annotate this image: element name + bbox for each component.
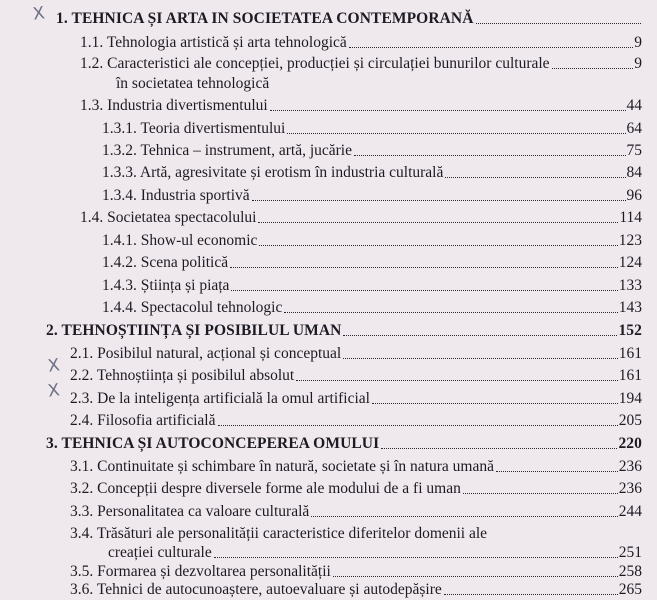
toc-page-number: 205: [618, 412, 642, 429]
toc-entry[interactable]: [70, 524, 642, 543]
toc-label: 1.4.4. Spectacolul tehnologic: [102, 299, 283, 316]
toc-entry[interactable]: [102, 163, 642, 182]
toc-page-number: 64: [626, 120, 642, 137]
toc-page-number: 194: [618, 390, 642, 407]
dot-leader: [270, 109, 626, 111]
dot-leader: [218, 424, 618, 426]
toc-label: 1.3.4. Industria sportivă: [102, 187, 250, 204]
dot-leader: [343, 334, 617, 336]
toc-entry[interactable]: [102, 298, 642, 317]
toc-entry[interactable]: [102, 119, 642, 138]
toc-label-continuation: creației culturale: [108, 544, 212, 561]
toc-label: 1.4.3. Știința și piața: [102, 277, 230, 294]
toc-chapter[interactable]: [56, 9, 642, 28]
dot-leader: [311, 515, 617, 517]
dot-leader: [296, 379, 618, 381]
dot-leader: [372, 402, 618, 404]
toc-label: 2.2. Tehnoștiința și posibilul absolut: [70, 367, 295, 384]
dot-leader: [444, 593, 618, 595]
toc-entry[interactable]: [70, 366, 642, 385]
toc-label-continuation: în societatea tehnologică: [116, 75, 270, 92]
dot-leader: [463, 492, 618, 494]
toc-page-number: 133: [618, 277, 642, 294]
toc-label: 3.4. Trăsături ale personalității caracteristice diferitelor domenii ale: [70, 525, 488, 542]
toc-entry[interactable]: [102, 253, 642, 272]
toc-label: 2.3. De la inteligența artificială la omul artificial: [70, 390, 370, 407]
dot-leader: [231, 289, 617, 291]
toc-page-number: 161: [618, 345, 642, 362]
dot-leader: [214, 556, 618, 558]
dot-leader: [445, 176, 625, 178]
toc-page-number: 152: [618, 322, 642, 339]
toc-label: 3. TEHNICA ȘI AUTOCONCEPEREA OMULUI: [46, 435, 380, 452]
toc-entry[interactable]: [102, 141, 642, 160]
toc-label: 3.1. Continuitate și schimbare în natură, societate și în natura umană: [70, 458, 494, 475]
toc-label: 1.4.2. Scena politică: [102, 254, 229, 271]
toc-page-number: 244: [618, 503, 642, 520]
toc-page-number: 220: [618, 435, 642, 452]
dot-leader: [354, 154, 626, 156]
toc-label: 2. TEHNOȘTIINȚA ȘI POSIBILUL UMAN: [46, 322, 342, 339]
toc-page-number: 124: [618, 254, 642, 271]
dot-leader: [258, 221, 618, 223]
dot-leader: [552, 67, 634, 69]
toc-label: 1.3. Industria divertismentului: [80, 97, 268, 114]
toc-page-number: 236: [618, 458, 642, 475]
toc-label: 3.5. Formarea și dezvoltarea personalității: [70, 563, 331, 580]
toc-label: 3.2. Concepții despre diversele forme ale modului de a fi uman: [70, 480, 461, 497]
handwritten-x-mark: X: [46, 380, 61, 402]
toc-page-number: 44: [626, 97, 642, 114]
toc-entry[interactable]: [70, 344, 642, 363]
dot-leader: [252, 199, 626, 201]
dot-leader: [349, 46, 633, 48]
toc-label: 1.3.2. Tehnica – instrument, artă, jucărie: [102, 142, 352, 159]
toc-page-number: 114: [619, 209, 642, 226]
toc-page-number: 9: [634, 34, 642, 51]
toc-entry[interactable]: [80, 33, 642, 52]
toc-label: 2.1. Posibilul natural, acțional și conceptual: [70, 345, 342, 362]
toc-page-number: 84: [626, 164, 642, 181]
toc-entry[interactable]: [102, 186, 642, 205]
dot-leader: [381, 447, 617, 449]
toc-entry[interactable]: [70, 457, 642, 476]
toc-page-number: 123: [618, 232, 642, 249]
toc-entry[interactable]: [102, 231, 642, 250]
dot-leader: [333, 575, 618, 577]
toc-chapter[interactable]: [46, 321, 642, 340]
toc-page-number: 96: [626, 187, 642, 204]
toc-label: 1.1. Tehnologia artistică și arta tehnologică: [80, 34, 347, 51]
toc-label: 3.3. Personalitatea ca valoare culturală: [70, 503, 310, 520]
toc-label: 1.3.1. Teoria divertismentului: [102, 120, 286, 137]
handwritten-x-mark: X: [46, 355, 61, 377]
toc-entry[interactable]: [70, 562, 642, 581]
toc-page-number: 9: [634, 55, 642, 72]
toc-label: 1.2. Caracteristici ale concepției, producției și circulației bunurilor culturale: [80, 55, 550, 72]
toc-label: 1. TEHNICA ȘI ARTA IN SOCIETATEA CONTEMPORANĂ: [56, 10, 474, 27]
dot-leader: [284, 311, 617, 313]
toc-label: 1.4. Societatea spectacolului: [80, 209, 257, 226]
toc-entry[interactable]: [70, 580, 642, 599]
toc-entry-continuation: [108, 543, 642, 562]
toc-entry[interactable]: [70, 479, 642, 498]
dot-leader: [476, 22, 641, 24]
toc-page-number: 75: [626, 142, 642, 159]
dot-leader: [259, 244, 617, 246]
toc-entry[interactable]: [80, 208, 642, 227]
toc-label: 1.4.1. Show-ul economic: [102, 232, 258, 249]
toc-page-number: 251: [618, 544, 642, 561]
toc-page-number: 161: [618, 367, 642, 384]
toc-page-number: 143: [618, 299, 642, 316]
handwritten-x-mark: X: [31, 3, 46, 25]
toc-entry[interactable]: [70, 389, 642, 408]
dot-leader: [496, 470, 618, 472]
toc-entry[interactable]: [70, 502, 642, 521]
toc-label: 2.4. Filosofia artificială: [70, 412, 216, 429]
toc-entry[interactable]: [70, 411, 642, 430]
toc-entry[interactable]: [102, 276, 642, 295]
toc-label: 3.6. Tehnici de autocunoaștere, autoevaluare și autodepășire: [70, 581, 442, 598]
toc-chapter[interactable]: [46, 434, 642, 453]
toc-page-number: 258: [618, 563, 642, 580]
toc-page-number: 236: [618, 480, 642, 497]
toc-entry[interactable]: [80, 96, 642, 115]
dot-leader: [343, 357, 618, 359]
toc-page-number: 265: [618, 581, 642, 598]
toc-entry[interactable]: [80, 54, 642, 73]
dot-leader: [287, 132, 625, 134]
toc-label: 1.3.3. Artă, agresivitate și erotism în industria culturală: [102, 164, 444, 181]
dot-leader: [230, 266, 618, 268]
